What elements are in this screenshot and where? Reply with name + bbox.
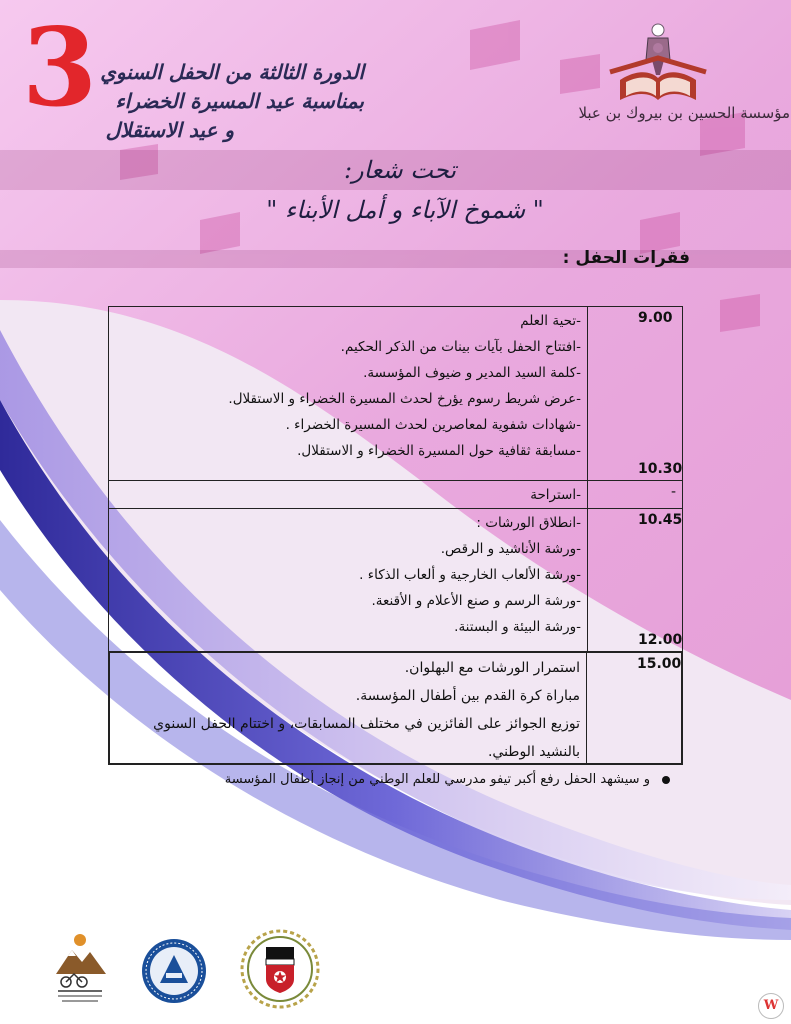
list-item: -ورشة البيئة و البستنة. <box>454 619 581 635</box>
time-start: 15.00 <box>637 656 682 672</box>
slogan-heading: تحت شعار: <box>343 156 457 184</box>
list-item: -استراحة <box>530 487 581 503</box>
foundation-name: مؤسسة الحسين بن بيروك بن عبلا <box>578 104 790 122</box>
time-cell <box>586 653 681 763</box>
time-cell <box>587 481 682 508</box>
foundation-logo <box>600 20 770 110</box>
items-cell <box>110 653 586 763</box>
table-row <box>109 509 682 651</box>
edition-title <box>64 58 364 145</box>
time-cell <box>587 307 682 480</box>
list-item: -ورشة الرسم و صنع الأعلام و الأقنعة. <box>371 593 581 609</box>
list-item: -ورشة الأناشيد و الرقص. <box>440 541 581 557</box>
list-item: -ورشة الألعاب الخارجية و ألعاب الذكاء . <box>359 567 581 583</box>
items-cell <box>109 481 587 508</box>
edition-line: بمناسبة عيد المسيرة الخضراء <box>115 89 364 113</box>
time-start: 10.45 <box>638 512 683 528</box>
program-table <box>108 306 683 652</box>
list-item: -افتتاح الحفل بآيات بينات من الذكر الحكيم. <box>340 339 581 355</box>
program-table-final <box>108 651 683 765</box>
list-item: -شهادات شفوية لمعاصرين لحدث المسيرة الخضراء . <box>285 417 581 433</box>
w-mark: W <box>758 993 784 1019</box>
time-cell <box>587 509 682 651</box>
bullet-icon <box>662 776 670 784</box>
time-start: - <box>670 484 676 500</box>
edition-number: 3 <box>22 5 96 131</box>
table-row <box>109 481 682 509</box>
time-end: 12.00 <box>638 632 683 648</box>
time-start: 9.00 <box>638 310 673 326</box>
list-item: -تحية العلم <box>520 313 581 329</box>
slogan-text: " شموخ الآباء و أمل الأبناء " <box>266 196 544 224</box>
list-item: توزيع الجوائز على الفائزين في مختلف المسابقات، و اختتام الحفل السنوي بالنشيد الوطني. <box>153 716 580 760</box>
note-text: و سيشهد الحفل رفع أكبر تيفو مدرسي للعلم الوطني من إنجاز أطفال المؤسسة <box>224 772 650 787</box>
emblem-icon <box>646 24 670 75</box>
edition-line: و عيد الاستقلال <box>105 118 234 142</box>
table-row <box>109 307 682 481</box>
mountain-tourism-logo <box>50 932 110 1007</box>
table-row <box>110 653 681 763</box>
list-item: -عرض شريط رسوم يؤرخ لحدث المسيرة الخضراء و الاستقلال. <box>228 391 581 407</box>
list-item: -انطلاق الورشات : <box>476 515 581 531</box>
event-note <box>150 772 670 787</box>
school-crest-logo <box>236 925 324 1013</box>
items-cell <box>109 509 587 651</box>
items-cell <box>109 307 587 480</box>
edition-line: الدورة الثالثة من الحفل السنوي <box>100 60 364 84</box>
list-item: -كلمة السيد المدير و ضيوف المؤسسة. <box>363 365 581 381</box>
program-title: فقرات الحفل : <box>562 248 690 268</box>
time-end: 10.30 <box>638 461 683 477</box>
list-item: استمرار الورشات مع البهلوان. <box>404 660 580 676</box>
list-item: مباراة كرة القدم بين أطفال المؤسسة. <box>355 688 580 704</box>
list-item: -مسابقة ثقافية حول المسيرة الخضراء و الاستقلال. <box>297 443 581 459</box>
association-logo <box>140 937 208 1005</box>
